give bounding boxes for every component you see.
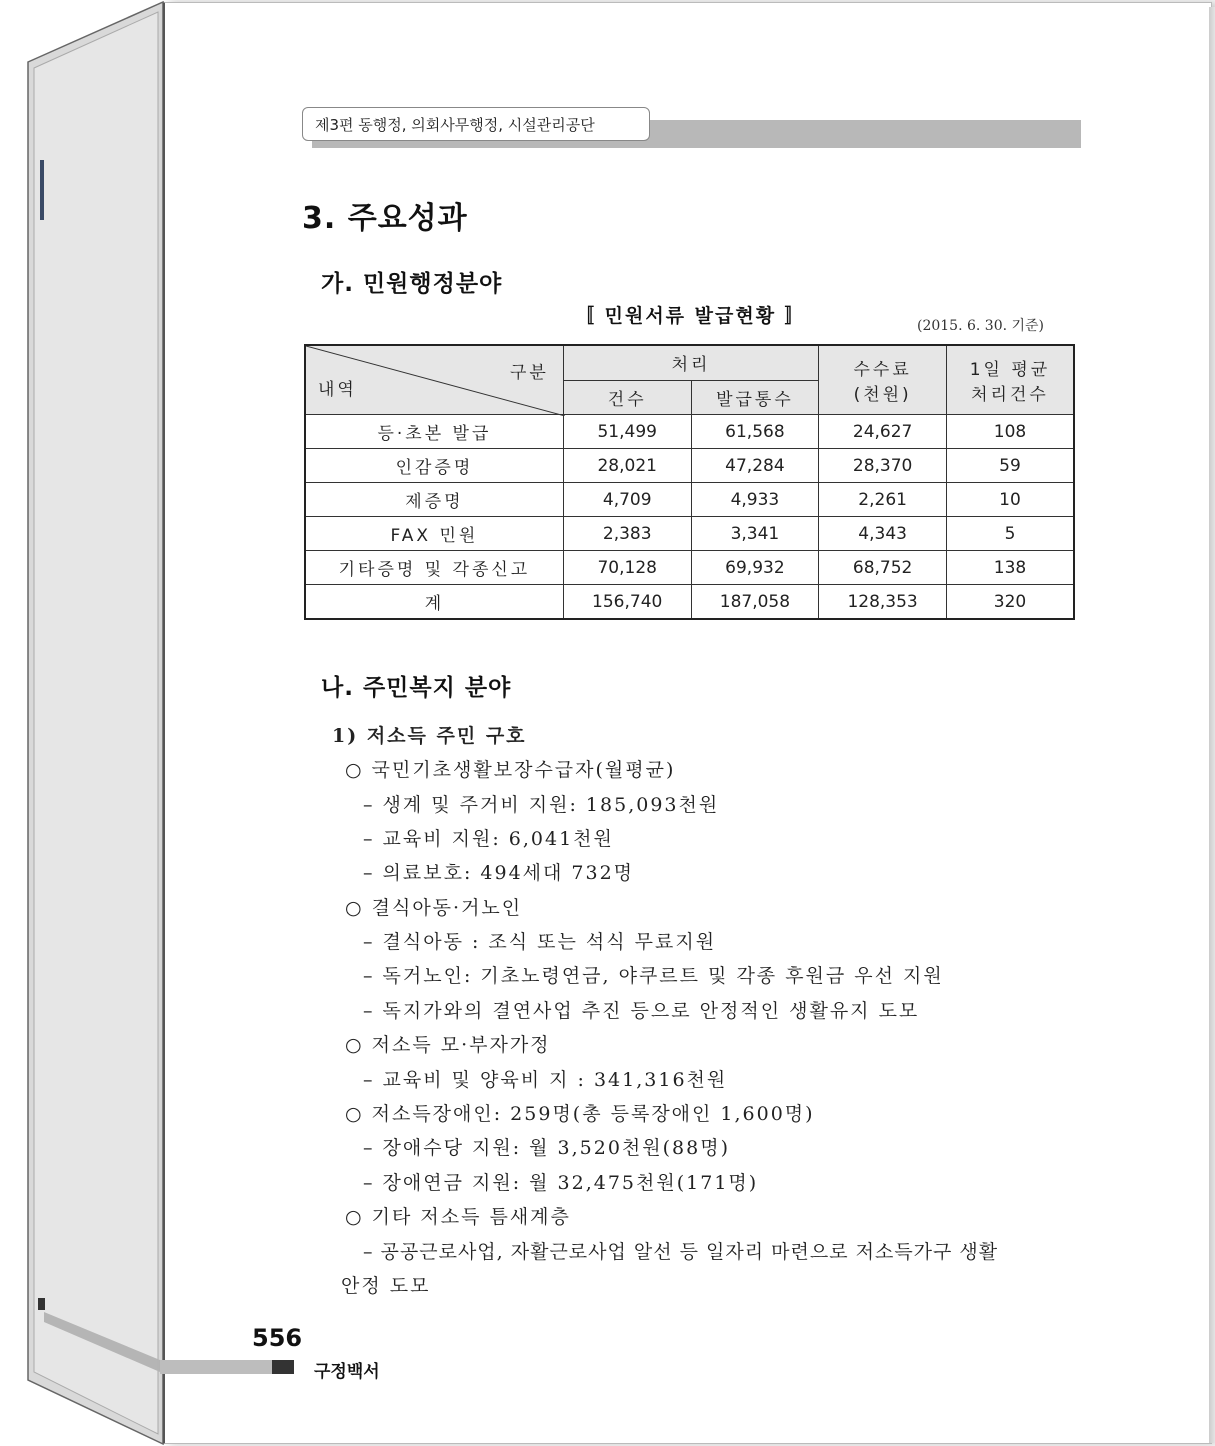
- header-category: 구분: [510, 363, 549, 383]
- bullet-item: ○ 저소득장애인: 259명(총 등록장애인 1,600명): [345, 1103, 815, 1125]
- dash-item: – 장애수당 지원: 월 3,520천원(88명): [363, 1137, 730, 1159]
- header-fee-line1: 수수료: [853, 360, 912, 380]
- cell-avg: 5: [946, 517, 1074, 551]
- cell-count: 28,021: [563, 449, 691, 483]
- book-spine-graphic: [0, 0, 170, 1446]
- subsubsection-title: 1) 저소득 주민 구호: [332, 725, 527, 747]
- cell-issued: 187,058: [691, 585, 819, 620]
- table-total-row: [305, 585, 1074, 620]
- table-row: [305, 517, 1074, 551]
- cell-count: 4,709: [563, 483, 691, 517]
- cell-issued: 3,341: [691, 517, 819, 551]
- page-edge-shadow: [1209, 7, 1215, 1443]
- header-fee: [819, 345, 947, 415]
- row-label: FAX 민원: [305, 517, 563, 551]
- subsection-title-b: 나. 주민복지 분야: [321, 675, 512, 701]
- cell-count: 156,740: [563, 585, 691, 620]
- dash-item: – 생계 및 주거비 지원: 185,093천원: [363, 794, 720, 816]
- bullet-item: ○ 기타 저소득 틈새계층: [345, 1206, 571, 1228]
- cell-issued: 4,933: [691, 483, 819, 517]
- page-number: 556: [252, 1324, 303, 1352]
- footer-marker: [272, 1360, 294, 1374]
- cell-avg: 138: [946, 551, 1074, 585]
- cell-issued: 69,932: [691, 551, 819, 585]
- row-label: 제증명: [305, 483, 563, 517]
- row-label: 기타증명 및 각종신고: [305, 551, 563, 585]
- cell-issued: 61,568: [691, 415, 819, 449]
- cell-fee: 68,752: [819, 551, 947, 585]
- header-processing: 처리: [563, 345, 818, 380]
- cell-count: 51,499: [563, 415, 691, 449]
- section-title: 3. 주요성과: [302, 201, 468, 236]
- table-row: [305, 483, 1074, 517]
- table-caption: 〚 민원서류 발급현황 〛: [575, 305, 806, 327]
- page: [163, 2, 1212, 1444]
- dash-item: – 결식아동 : 조식 또는 석식 무료지원: [363, 931, 717, 953]
- header-daily-average: [946, 345, 1074, 415]
- dash-item: – 공공근로사업, 자활근로사업 알선 등 일자리 마련으로 저소득가구 생활: [363, 1241, 999, 1263]
- dash-item: – 독거노인: 기초노령연금, 야쿠르트 및 각종 후원금 우선 지원: [363, 965, 944, 987]
- cell-avg: 320: [946, 585, 1074, 620]
- dash-item: – 독지가와의 결연사업 추진 등으로 안정적인 생활유지 도모: [363, 1000, 920, 1022]
- cell-fee: 24,627: [819, 415, 947, 449]
- table-corner-header: [305, 345, 563, 415]
- book-title: 구정백서: [314, 1362, 380, 1382]
- footer-bar: [160, 1360, 280, 1374]
- row-label: 계: [305, 585, 563, 620]
- dash-item: – 교육비 및 양육비 지 : 341,316천원: [363, 1069, 728, 1091]
- civil-documents-table: [304, 344, 1075, 620]
- dash-item: – 장애연금 지원: 월 32,475천원(171명): [363, 1172, 759, 1194]
- cell-fee: 128,353: [819, 585, 947, 620]
- header-avg-line1: 1일 평균: [969, 360, 1051, 380]
- cell-fee: 2,261: [819, 483, 947, 517]
- cell-fee: 28,370: [819, 449, 947, 483]
- cell-avg: 10: [946, 483, 1074, 517]
- cell-avg: 108: [946, 415, 1074, 449]
- cell-count: 2,383: [563, 517, 691, 551]
- header-fee-line2: (천원): [853, 385, 912, 405]
- subsection-title-a: 가. 민원행정분야: [321, 271, 503, 297]
- header-issued: 발급통수: [691, 380, 819, 415]
- row-label: 인감증명: [305, 449, 563, 483]
- chapter-header: 제3편 동행정, 의회사무행정, 시설관리공단: [302, 107, 650, 141]
- row-label: 등·초본 발급: [305, 415, 563, 449]
- table-row: [305, 551, 1074, 585]
- bullet-item: ○ 결식아동·거노인: [345, 897, 523, 919]
- continuation-line: 안정 도모: [341, 1275, 431, 1297]
- header-count: 건수: [563, 380, 691, 415]
- table-date-note: (2015. 6. 30. 기준): [917, 318, 1045, 334]
- dash-item: – 교육비 지원: 6,041천원: [363, 828, 614, 850]
- dash-item: – 의료보호: 494세대 732명: [363, 862, 635, 884]
- bullet-item: ○ 국민기초생활보장수급자(월평균): [345, 759, 676, 781]
- header-item: 내역: [318, 380, 357, 400]
- cell-fee: 4,343: [819, 517, 947, 551]
- cell-avg: 59: [946, 449, 1074, 483]
- header-avg-line2: 처리건수: [971, 385, 1049, 405]
- cell-count: 70,128: [563, 551, 691, 585]
- table-row: [305, 415, 1074, 449]
- cell-issued: 47,284: [691, 449, 819, 483]
- bullet-item: ○ 저소득 모·부자가정: [345, 1034, 551, 1056]
- table-row: [305, 449, 1074, 483]
